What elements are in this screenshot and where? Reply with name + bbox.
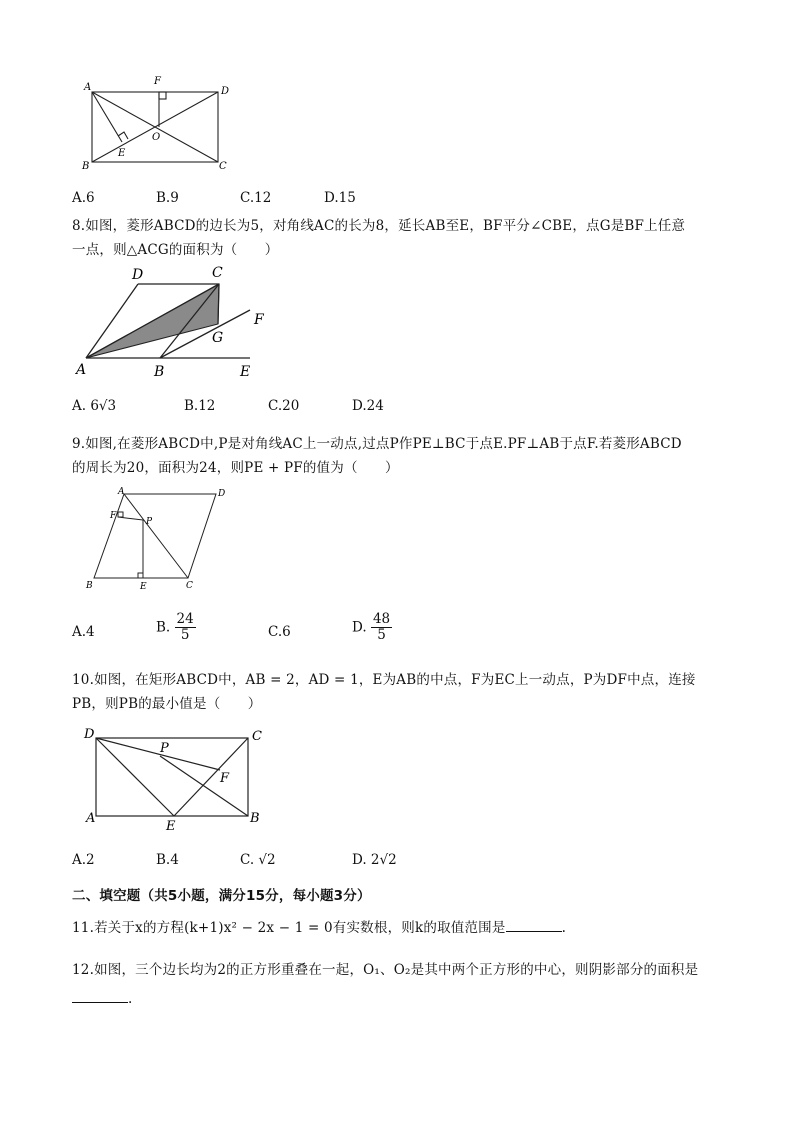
q9-option-d-denominator: 5 <box>377 626 386 643</box>
q11-answer-blank[interactable] <box>506 919 562 932</box>
fig9-label-p: P <box>146 517 153 527</box>
fig7-label-e: E <box>118 148 126 159</box>
fig9-label-f: F <box>110 511 117 521</box>
fig7-label-a: A <box>84 82 92 93</box>
q9-option-d <box>352 612 392 643</box>
fig8-label-d: D <box>132 267 144 283</box>
q9-option-d-prefix: D. <box>352 619 367 636</box>
q10-option-b: B.4 <box>156 852 179 868</box>
q10-stem-line1: 10.如图，在矩形ABCD中，AB = 2，AD = 1，E为AB的中点，F为EC上一动点，P为DF中点，连接 <box>72 672 696 688</box>
q9-option-d-numerator: 48 <box>372 611 391 627</box>
fig7-label-c: C <box>219 161 227 172</box>
q11-stem <box>72 916 566 936</box>
q8-stem-line2: 一点，则△ACG的面积为（ ） <box>72 242 279 258</box>
fig9-label-c: C <box>186 581 193 591</box>
q11-text: 11.若关于x的方程(k+1)x² − 2x − 1 = 0有实数根，则k的取值范围是 <box>72 920 506 936</box>
q9-option-b-denominator: 5 <box>180 626 190 643</box>
q9-option-a: A.4 <box>72 624 95 640</box>
fig10-label-b: B <box>250 811 260 826</box>
fig7-label-d: D <box>221 86 230 97</box>
q7-option-d: D.15 <box>324 190 356 206</box>
q10-option-d: D. 2√2 <box>352 852 397 868</box>
fig10-label-p: P <box>160 741 169 756</box>
fig8-label-b: B <box>154 364 165 380</box>
q8-option-b: B.12 <box>184 398 216 414</box>
q9-figure <box>80 484 240 592</box>
q9-stem-line2: 的周长为20，面积为24，则PE + PF的值为（ ） <box>72 460 399 476</box>
fig8-label-g: G <box>212 330 224 346</box>
q12-stem-line1: 12.如图，三个边长均为2的正方形重叠在一起，O₁、O₂是其中两个正方形的中心，则阴影部分的面积是 <box>72 962 699 978</box>
q12-end: . <box>128 991 133 1007</box>
q9-option-c: C.6 <box>268 624 291 640</box>
fig8-label-a: A <box>76 362 87 378</box>
fig9-label-a: A <box>118 487 125 497</box>
fig9-label-d: D <box>218 489 226 499</box>
q9-option-b-prefix: B. <box>156 619 171 636</box>
fig9-label-e: E <box>140 582 147 592</box>
fig8-label-e: E <box>240 364 251 380</box>
fig10-label-d: D <box>84 727 95 742</box>
q8-option-d: D.24 <box>352 398 384 414</box>
q10-option-c: C. √2 <box>240 852 276 868</box>
q8-figure <box>74 262 274 380</box>
fig8-label-c: C <box>212 265 223 281</box>
fig9-label-b: B <box>86 581 93 591</box>
q8-stem-line1: 8.如图，菱形ABCD的边长为5，对角线AC的长为8，延长AB至E，BF平分∠CBE，点G是BF上任意 <box>72 218 686 234</box>
q7-option-c: C.12 <box>240 190 272 206</box>
section-title-fill-in: 二、填空题（共5小题，满分15分，每小题3分） <box>72 888 371 904</box>
q9-option-b-numerator: 24 <box>176 611 194 627</box>
q12-stem-line2 <box>72 990 133 1007</box>
fig10-label-c: C <box>252 729 262 744</box>
fig7-label-o: O <box>152 132 161 143</box>
fig7-label-f: F <box>154 76 161 87</box>
q9-stem-line1: 9.如图,在菱形ABCD中,P是对角线AC上一动点,过点P作PE⊥BC于点E.PF⊥AB于点F.若菱形ABCD <box>72 436 682 452</box>
q11-end: . <box>561 920 567 936</box>
q9-option-d-fraction <box>371 612 392 643</box>
fig10-label-f: F <box>220 771 230 786</box>
q8-option-c: C.20 <box>268 398 300 414</box>
fig7-label-b: B <box>82 161 90 172</box>
q7-option-a: A.6 <box>72 190 95 206</box>
fig10-label-e: E <box>166 819 176 834</box>
q10-figure <box>80 724 270 834</box>
q7-figure <box>78 74 238 174</box>
q7-option-b: B.9 <box>156 190 179 206</box>
q10-option-a: A.2 <box>72 852 95 868</box>
q12-answer-blank[interactable] <box>72 990 128 1003</box>
fig8-label-f: F <box>254 312 264 328</box>
q8-option-a: A. 6√3 <box>72 398 117 414</box>
q9-option-b <box>156 612 196 643</box>
q9-option-b-fraction <box>175 612 196 643</box>
q10-stem-line2: PB，则PB的最小值是（ ） <box>72 696 262 712</box>
fig10-label-a: A <box>86 811 96 826</box>
